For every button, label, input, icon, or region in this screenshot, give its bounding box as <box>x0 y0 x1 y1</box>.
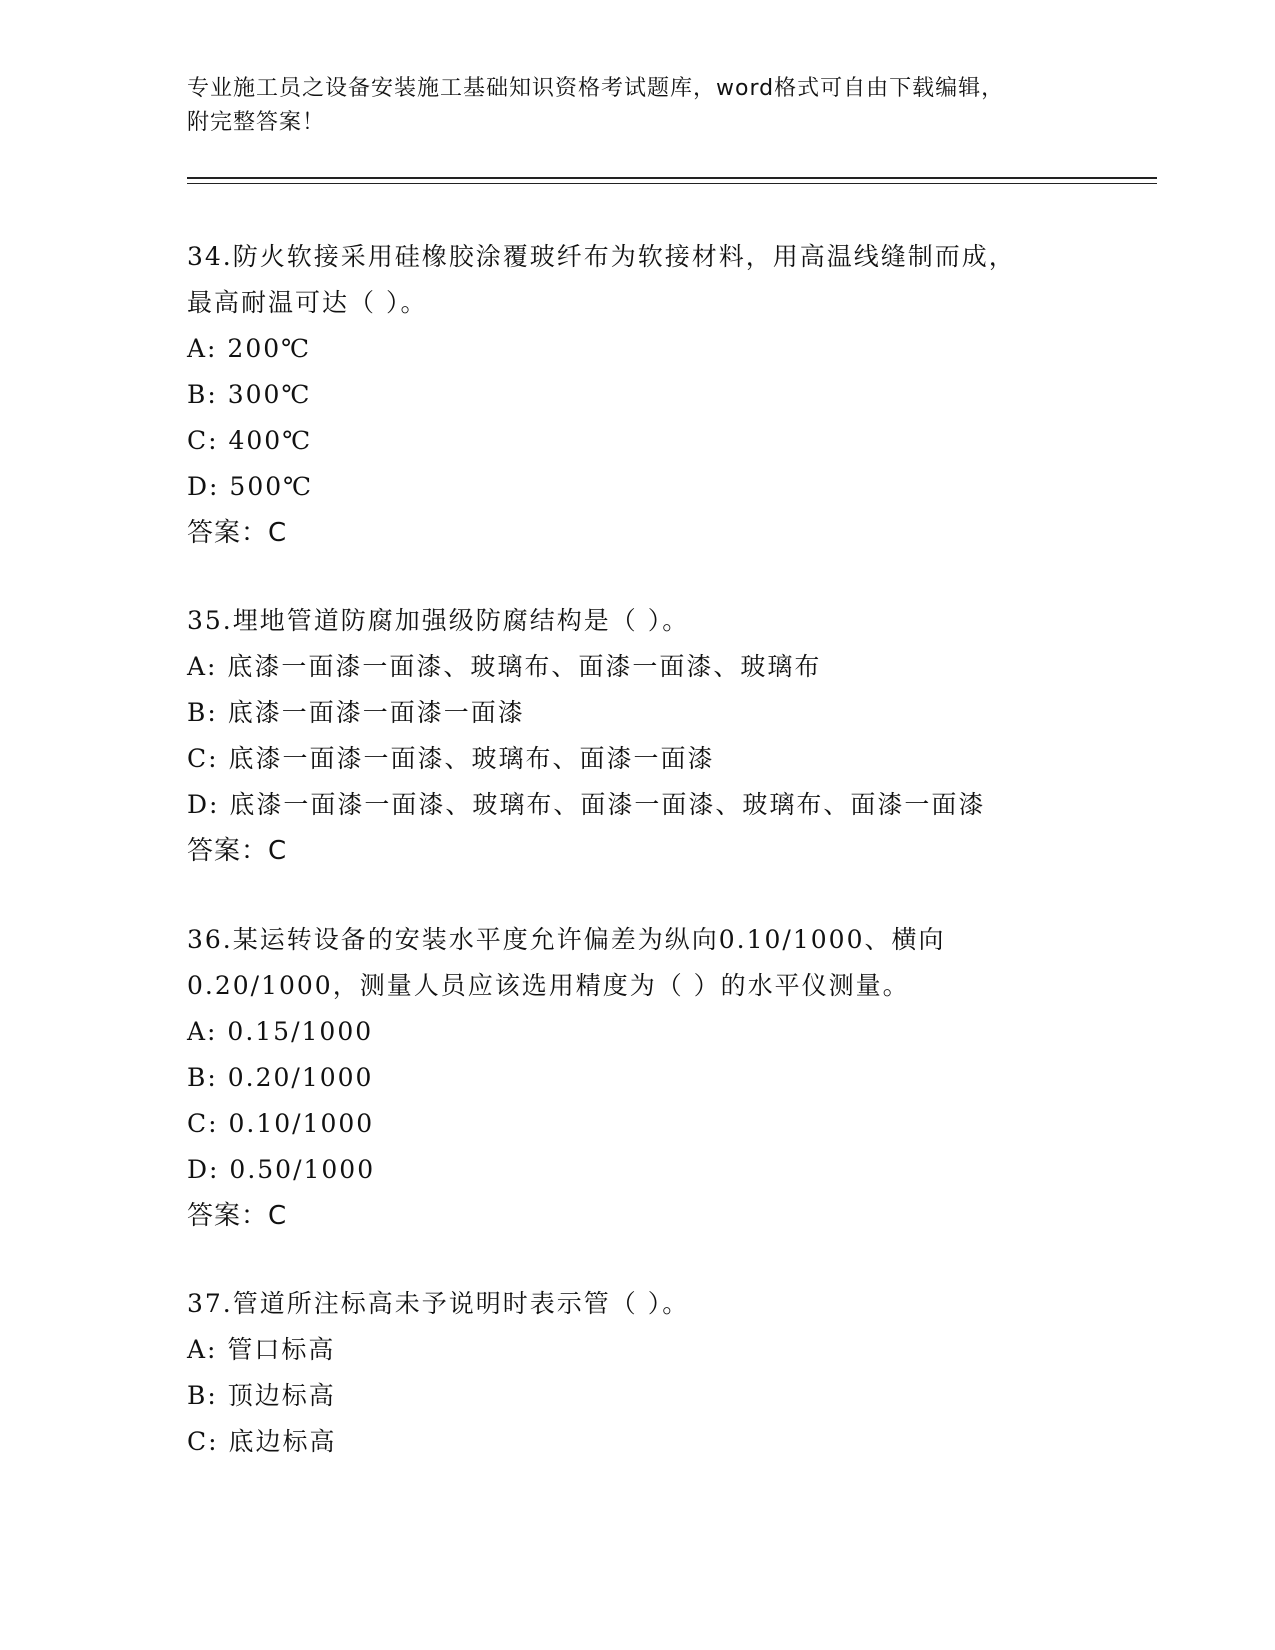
question-block <box>187 1281 1107 1465</box>
answer-line: 答案：C <box>187 1201 288 1231</box>
option-c: C: 0.10/1000 <box>187 1109 375 1138</box>
question-block <box>187 234 1107 556</box>
option-b: B: 300℃ <box>187 380 312 409</box>
question-stem: 34.防火软接采用硅橡胶涂覆玻纤布为软接材料，用高温线缝制而成， <box>187 242 1016 271</box>
question-stem: 最高耐温可达（ ）。 <box>187 288 428 317</box>
option-c: C: 底漆一面漆一面漆、玻璃布、面漆一面漆 <box>187 744 715 773</box>
option-a: A: 200℃ <box>187 334 312 363</box>
question-stem: 0.20/1000，测量人员应该选用精度为（ ）的水平仪测量。 <box>187 971 910 1000</box>
option-b: B: 顶边标高 <box>187 1381 336 1410</box>
question-stem: 35.埋地管道防腐加强级防腐结构是（ ）。 <box>187 606 690 635</box>
answer-line: 答案：C <box>187 518 288 548</box>
option-a: A: 0.15/1000 <box>187 1017 374 1046</box>
question-block <box>187 598 1107 874</box>
document-header <box>187 72 1087 140</box>
question-stem: 37.管道所注标高未予说明时表示管（ ）。 <box>187 1289 690 1318</box>
option-d: D: 500℃ <box>187 472 314 501</box>
option-d: D: 底漆一面漆一面漆、玻璃布、面漆一面漆、玻璃布、面漆一面漆 <box>187 790 986 819</box>
option-a: A: 管口标高 <box>187 1335 336 1364</box>
header-divider <box>187 177 1157 179</box>
header-line: 附完整答案！ <box>187 110 326 135</box>
answer-line: 答案：C <box>187 836 288 866</box>
option-d: D: 0.50/1000 <box>187 1155 376 1184</box>
option-b: B: 0.20/1000 <box>187 1063 374 1092</box>
option-a: A: 底漆一面漆一面漆、玻璃布、面漆一面漆、玻璃布 <box>187 652 822 681</box>
option-c: C: 400℃ <box>187 426 313 455</box>
question-stem: 36.某运转设备的安装水平度允许偏差为纵向0.10/1000、横向 <box>187 925 946 954</box>
option-b: B: 底漆一面漆一面漆一面漆 <box>187 698 525 727</box>
option-c: C: 底边标高 <box>187 1427 337 1456</box>
header-line: 专业施工员之设备安装施工基础知识资格考试题库，word格式可自由下载编辑， <box>187 76 1005 101</box>
question-block <box>187 917 1107 1239</box>
header-divider <box>187 183 1157 184</box>
